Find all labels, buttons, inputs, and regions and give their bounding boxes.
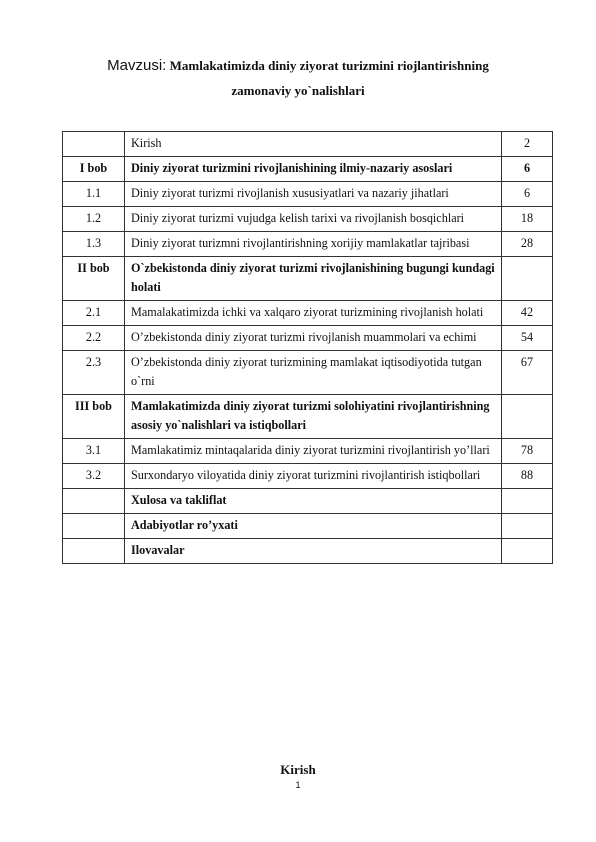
toc-page: 54: [502, 326, 553, 351]
toc-body: [63, 132, 553, 564]
toc-title: Diniy ziyorat turizmi vujudga kelish tarixi va rivojlanish bosqichlari: [125, 207, 502, 232]
toc-number: 3.1: [63, 439, 125, 464]
section-heading: Kirish: [280, 762, 316, 777]
toc-title: Mamlakatimiz mintaqalarida diniy ziyorat turizmini rivojlantirish yo’llari: [125, 439, 502, 464]
toc-page: 78: [502, 439, 553, 464]
toc-number: II bob: [63, 257, 125, 301]
page-number: 1: [295, 780, 301, 790]
toc-number: [63, 514, 125, 539]
toc-number: [63, 489, 125, 514]
toc-row: [63, 539, 553, 564]
title-line-2: zamonaviy yo`nalishlari: [231, 83, 365, 98]
toc-title: Xulosa va takliflat: [125, 489, 502, 514]
toc-page: 2: [502, 132, 553, 157]
title-line-1: [60, 58, 536, 74]
toc-row: [63, 157, 553, 182]
toc-title: Diniy ziyorat turizmni rivojlantirishning xorijiy mamlakatlar tajribasi: [125, 232, 502, 257]
toc-number: I bob: [63, 157, 125, 182]
toc-row: [63, 351, 553, 395]
toc-title: Surxondaryo viloyatida diniy ziyorat turizmini rivojlantirish istiqbollari: [125, 464, 502, 489]
toc-title: O’zbekistonda diniy ziyorat turizmining mamlakat iqtisodiyotida tutgan o`rni: [125, 351, 502, 395]
toc-page: 67: [502, 351, 553, 395]
toc-title: Ilovavalar: [125, 539, 502, 564]
toc-number: 2.2: [63, 326, 125, 351]
toc-page: [502, 257, 553, 301]
toc-row: [63, 514, 553, 539]
toc-title: Mamlakatimizda diniy ziyorat turizmi solohiyatini rivojlantirishning asosiy yo`nalishlari va istiqbollari: [125, 395, 502, 439]
toc-title: O’zbekistonda diniy ziyorat turizmi rivojlanish muammolari va echimi: [125, 326, 502, 351]
toc-page: [502, 489, 553, 514]
toc-row: [63, 207, 553, 232]
table-of-contents: [62, 131, 553, 564]
toc-row: [63, 257, 553, 301]
toc-page: 28: [502, 232, 553, 257]
toc-number: 1.3: [63, 232, 125, 257]
title-text-1: Mamlakatimizda diniy ziyorat turizmini riojlantirishning: [169, 58, 489, 73]
toc-number: 3.2: [63, 464, 125, 489]
toc-row: [63, 439, 553, 464]
toc-number: 2.3: [63, 351, 125, 395]
toc-title: Adabiyotlar ro’yxati: [125, 514, 502, 539]
toc-number: 2.1: [63, 301, 125, 326]
toc-number: 1.2: [63, 207, 125, 232]
toc-number: [63, 539, 125, 564]
toc-title: Mamalakatimizda ichki va xalqaro ziyorat turizmining rivojlanish holati: [125, 301, 502, 326]
toc-row: [63, 301, 553, 326]
toc-number: 1.1: [63, 182, 125, 207]
toc-number: [63, 132, 125, 157]
toc-number: III bob: [63, 395, 125, 439]
toc-row: [63, 232, 553, 257]
toc-page: 6: [502, 182, 553, 207]
toc-page: 18: [502, 207, 553, 232]
toc-row: [63, 489, 553, 514]
toc-title: Diniy ziyorat turizmini rivojlanishining ilmiy-nazariy asoslari: [125, 157, 502, 182]
document-title: [60, 58, 536, 99]
toc-page: 6: [502, 157, 553, 182]
toc-title: Kirish: [125, 132, 502, 157]
toc-title: Diniy ziyorat turizmi rivojlanish xususiyatlari va nazariy jihatlari: [125, 182, 502, 207]
toc-page: [502, 514, 553, 539]
toc-page: [502, 539, 553, 564]
title-lead: Mavzusi:: [107, 57, 167, 74]
toc-row: [63, 464, 553, 489]
toc-page: [502, 395, 553, 439]
toc-page: 42: [502, 301, 553, 326]
toc-row: [63, 132, 553, 157]
toc-title: O`zbekistonda diniy ziyorat turizmi rivojlanishining bugungi kundagi holati: [125, 257, 502, 301]
toc-row: [63, 182, 553, 207]
toc-row: [63, 326, 553, 351]
toc-row: [63, 395, 553, 439]
toc-page: 88: [502, 464, 553, 489]
